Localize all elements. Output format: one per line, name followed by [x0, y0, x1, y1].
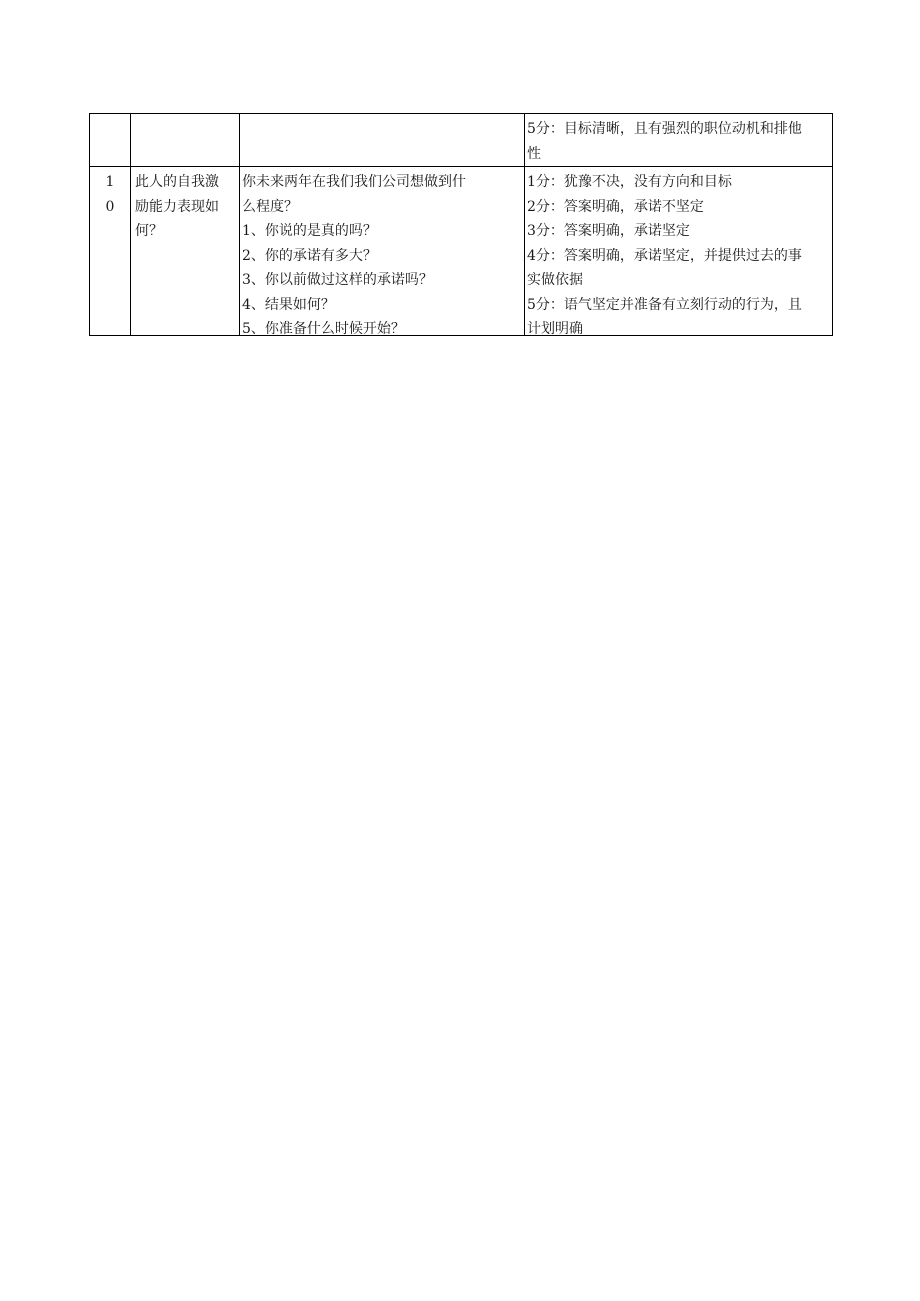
- question-line: 1、你说的是真的吗？: [242, 223, 377, 239]
- score-line: 实做依据: [527, 272, 583, 288]
- score-line: 3分：答案明确，承诺坚定: [527, 223, 690, 239]
- table-row-continuation: [90, 114, 833, 167]
- score-cell: [525, 114, 833, 167]
- score-line: 性: [527, 145, 541, 162]
- item-cell: [131, 114, 240, 167]
- score-line: 4分：答案明确，承诺坚定，并提供过去的事: [527, 247, 802, 264]
- question-line: 4、结果如何？: [242, 296, 335, 313]
- item-line: 何？: [135, 223, 163, 239]
- question-line: 5、你准备什么时候开始？: [242, 321, 405, 335]
- score-line: 1分：犹豫不决，没有方向和目标: [527, 174, 732, 190]
- score-line: 5分：语气坚定并准备有立刻行动的行为，且: [527, 296, 802, 313]
- score-cell: [525, 167, 833, 336]
- question-line: 2、你的承诺有多大？: [242, 247, 377, 264]
- question-line: 3、你以前做过这样的承诺吗？: [242, 272, 433, 288]
- score-line: 计划明确: [527, 321, 583, 335]
- question-cell: [240, 167, 525, 336]
- score-line: 2分：答案明确，承诺不坚定: [527, 198, 704, 215]
- number-cell: [90, 167, 131, 336]
- number-cell: [90, 114, 131, 167]
- number-digit: 1: [105, 174, 115, 190]
- number-digit: 0: [105, 198, 115, 215]
- question-line: 你未来两年在我们我们公司想做到什: [242, 174, 466, 190]
- item-line: 励能力表现如: [135, 198, 219, 215]
- question-line: 么程度？: [242, 198, 298, 215]
- table-row-10: [90, 167, 833, 336]
- item-cell: [131, 167, 240, 336]
- question-cell: [240, 114, 525, 167]
- score-line: 5分：目标清晰，且有强烈的职位动机和排他: [527, 121, 802, 137]
- item-line: 此人的自我激: [135, 174, 219, 190]
- interview-scoring-table: [89, 113, 833, 336]
